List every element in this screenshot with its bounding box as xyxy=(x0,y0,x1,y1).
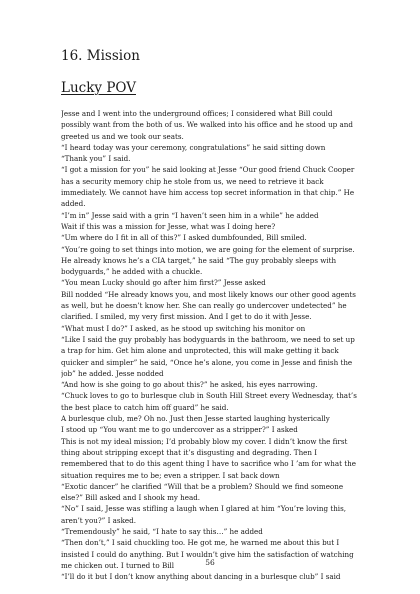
text-line: insisted I could do anything. But I wouldn’t give him the satisfaction of watching xyxy=(61,549,354,559)
text-line: as well, but he doesn’t know her. She can really go undercover undetected” he xyxy=(61,301,347,311)
text-line: “Thank you” I said. xyxy=(61,154,131,164)
text-line: possibly want from the both of us. We walked into his office and he stood up and xyxy=(61,120,353,130)
text-line: He already knows he’s a CIA target,” he said “The guy probably sleeps with xyxy=(61,255,337,265)
text-line: “I’m in” Jesse said with a grin “I haven’t seen him in a while” he added xyxy=(61,210,319,220)
text-line: “And how is she going to go about this?” he asked, his eyes narrowing. xyxy=(61,380,318,390)
text-line: “Like I said the guy probably has bodyguards in the bathroom, we need to set up xyxy=(61,334,355,344)
text-line: “Tremendously” he said, “I hate to say this…” he added xyxy=(61,526,263,536)
text-line: immediately. We cannot have him access top secret information in that chip.” He xyxy=(61,188,355,198)
body-text xyxy=(61,108,381,582)
text-line: situation requires me to be; even a stripper. I sat back down xyxy=(61,470,280,480)
text-line: Wait if this was a mission for Jesse, what was I doing here? xyxy=(61,221,276,231)
text-line: This is not my ideal mission; I’d probably blow my cover. I didn’t know the first xyxy=(61,436,348,446)
text-line: “You’re going to set things into motion, we are going for the element of surprise. xyxy=(61,244,355,254)
text-line: me chicken out. I turned to Bill xyxy=(61,560,175,570)
text-line: greeted us and we took our seats. xyxy=(61,131,184,141)
page-number: 56 xyxy=(205,558,215,567)
text-line: A burlesque club, me? Oh no. Just then Jesse started laughing hysterically xyxy=(61,414,330,424)
text-line: the best place to catch him off guard” he said. xyxy=(61,402,229,412)
text-line: “No” I said, Jesse was stifling a laugh when I glared at him “You’re loving this, xyxy=(61,504,347,514)
text-line: “Um where do I fit in all of this?” I asked dumbfounded, Bill smiled. xyxy=(61,233,307,243)
text-line: “What must I do?” I asked, as he stood up switching his monitor on xyxy=(61,323,306,333)
text-line: “Chuck loves to go to burlesque club in South Hill Street every Wednesday, that’s xyxy=(61,391,357,401)
text-line: job” he added. Jesse nodded xyxy=(61,368,164,378)
text-line: thing about stripping except that it’s disgusting and degrading. Then I xyxy=(61,447,318,457)
text-line: has a security memory chip he stole from us, we need to retrieve it back xyxy=(61,176,324,186)
text-line: remembered that to do this agent thing I have to sacrifice who I ’am for what the xyxy=(61,459,356,469)
text-line: “Then don’t,” I said chuckling too. He got me, he warned me about this but I xyxy=(61,538,340,548)
text-line: “Exotic dancer” he clarified “Will that be a problem? Should we find someone xyxy=(61,481,344,491)
text-line: quicker and simpler” he said, “Once he’s alone, you come in Jesse and finish the xyxy=(61,357,353,367)
text-line: clarified. I smiled, my very first mission. And I get to do it with Jesse. xyxy=(61,312,312,322)
text-line: “I heard today was your ceremony, congratulations” he said sitting down xyxy=(61,142,326,152)
text-line: “You mean Lucky should go after him first?” Jesse asked xyxy=(61,278,266,288)
text-line: else?” Bill asked and I shook my head. xyxy=(61,493,201,503)
text-line: aren’t you?” I asked. xyxy=(61,515,136,525)
text-line: Jesse and I went into the underground offices; I considered what Bill could xyxy=(61,109,333,118)
text-line: Bill nodded “He already knows you, and most likely knows our other good agents xyxy=(61,289,356,299)
text-line: “I got a mission for you” he said looking at Jesse “Our good friend Chuck Cooper xyxy=(61,165,355,175)
text-line: bodyguards,” he added with a chuckle. xyxy=(61,267,203,277)
chapter-title: 16. Mission xyxy=(61,48,140,64)
section-title: Lucky POV xyxy=(61,80,136,96)
text-line: added. xyxy=(61,199,86,209)
text-line: I stood up “You want me to go undercover as a stripper?” I asked xyxy=(61,425,298,435)
text-line: “I’ll do it but I don’t know anything about dancing in a burlesque club” I said xyxy=(61,572,341,582)
text-line: a trap for him. Get him alone and unprotected, this will make getting it back xyxy=(61,346,339,356)
